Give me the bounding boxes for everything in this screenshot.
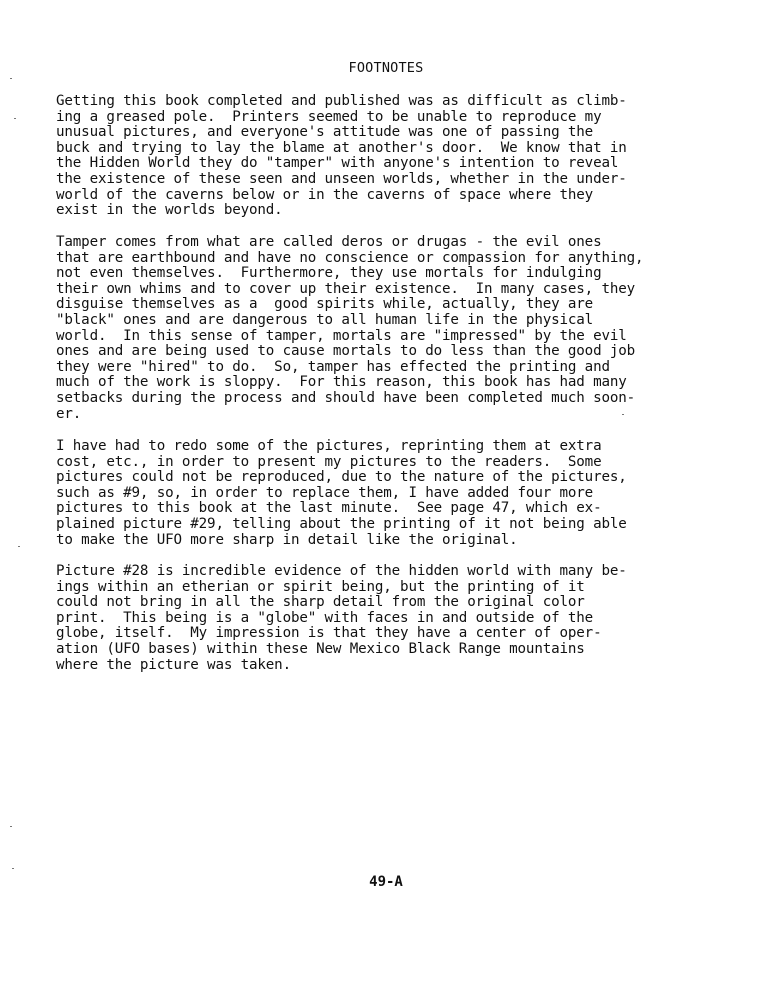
paragraph-line: the existence of these seen and unseen worlds, whether in the under- [56, 170, 627, 187]
paragraph-line: ation (UFO bases) within these New Mexico Black Range mountains [56, 640, 585, 657]
paragraph-line: ings within an etherian or spirit being, but the printing of it [56, 578, 585, 595]
paragraph-line: I have had to redo some of the pictures, reprinting them at extra [56, 438, 602, 454]
scan-speck [12, 868, 14, 869]
page-title: FOOTNOTES [348, 60, 424, 76]
paragraph-line: not even themselves. Furthermore, they use mortals for indulging [56, 265, 602, 282]
paragraph-line: such as #9, so, in order to replace them, I have added four more [56, 484, 594, 501]
paragraph-line: that are earthbound and have no conscience or compassion for anything, [56, 249, 644, 266]
paragraph-line: plained picture #29, telling about the printing of it not being able [56, 515, 627, 532]
scan-speck [10, 826, 12, 827]
paragraph-line: "black" ones and are dangerous to all human life in the physical [56, 311, 594, 328]
paragraph-line: print. This being is a "globe" with faces in and outside of the [56, 609, 594, 626]
paragraph-line: pictures could not be reproduced, due to the nature of the pictures, [56, 469, 627, 486]
paragraph-line: to make the UFO more sharp in detail like the original. [56, 531, 518, 548]
paragraph-line: er. [56, 405, 82, 422]
paragraph-line: world of the caverns below or in the caverns of space where they [56, 186, 594, 203]
paragraph-line: the Hidden World they do "tamper" with anyone's intention to reveal [56, 155, 619, 172]
paragraph-2 [56, 235, 736, 422]
paragraph-line: ones and are being used to cause mortals to do less than the good job [56, 343, 636, 360]
paragraph-3 [56, 439, 736, 548]
paragraph-line: their own whims and to cover up their existence. In many cases, they [56, 280, 636, 297]
paragraph-line: where the picture was taken. [56, 656, 291, 673]
page-number: 49-A [369, 874, 403, 890]
paragraph-4 [56, 564, 736, 673]
scan-speck [18, 546, 20, 547]
paragraph-line: exist in the worlds beyond. [56, 202, 283, 219]
paragraph-line: they were "hired" to do. So, tamper has effected the printing and [56, 358, 610, 375]
paragraph-line: much of the work is sloppy. For this reason, this book has had many [56, 374, 627, 391]
paragraph-line: cost, etc., in order to present my pictures to the readers. Some [56, 453, 602, 470]
paragraph-line: could not bring in all the sharp detail from the original color [56, 594, 585, 611]
scan-speck [14, 118, 16, 119]
paragraph-line: Picture #28 is incredible evidence of the hidden world with many be- [56, 563, 627, 579]
scan-speck [10, 78, 12, 79]
paragraph-line: disguise themselves as a good spirits while, actually, they are [56, 296, 594, 313]
paragraph-line: buck and trying to lay the blame at another's door. We know that in [56, 139, 627, 156]
paragraph-line: unusual pictures, and everyone's attitude was one of passing the [56, 124, 594, 141]
paragraph-line: ing a greased pole. Printers seemed to be unable to reproduce my [56, 108, 602, 125]
paragraph-line: pictures to this book at the last minute. See page 47, which ex- [56, 500, 602, 517]
paragraph-line: setbacks during the process and should have been completed much soon- [56, 389, 636, 406]
paragraph-line: world. In this sense of tamper, mortals are "impressed" by the evil [56, 327, 627, 344]
scan-speck [622, 414, 624, 415]
paragraph-1 [56, 94, 736, 219]
paragraph-line: globe, itself. My impression is that they have a center of oper- [56, 625, 602, 642]
paragraph-line: Tamper comes from what are called deros or drugas - the evil ones [56, 234, 602, 250]
paragraph-line: Getting this book completed and published was as difficult as climb- [56, 93, 627, 109]
